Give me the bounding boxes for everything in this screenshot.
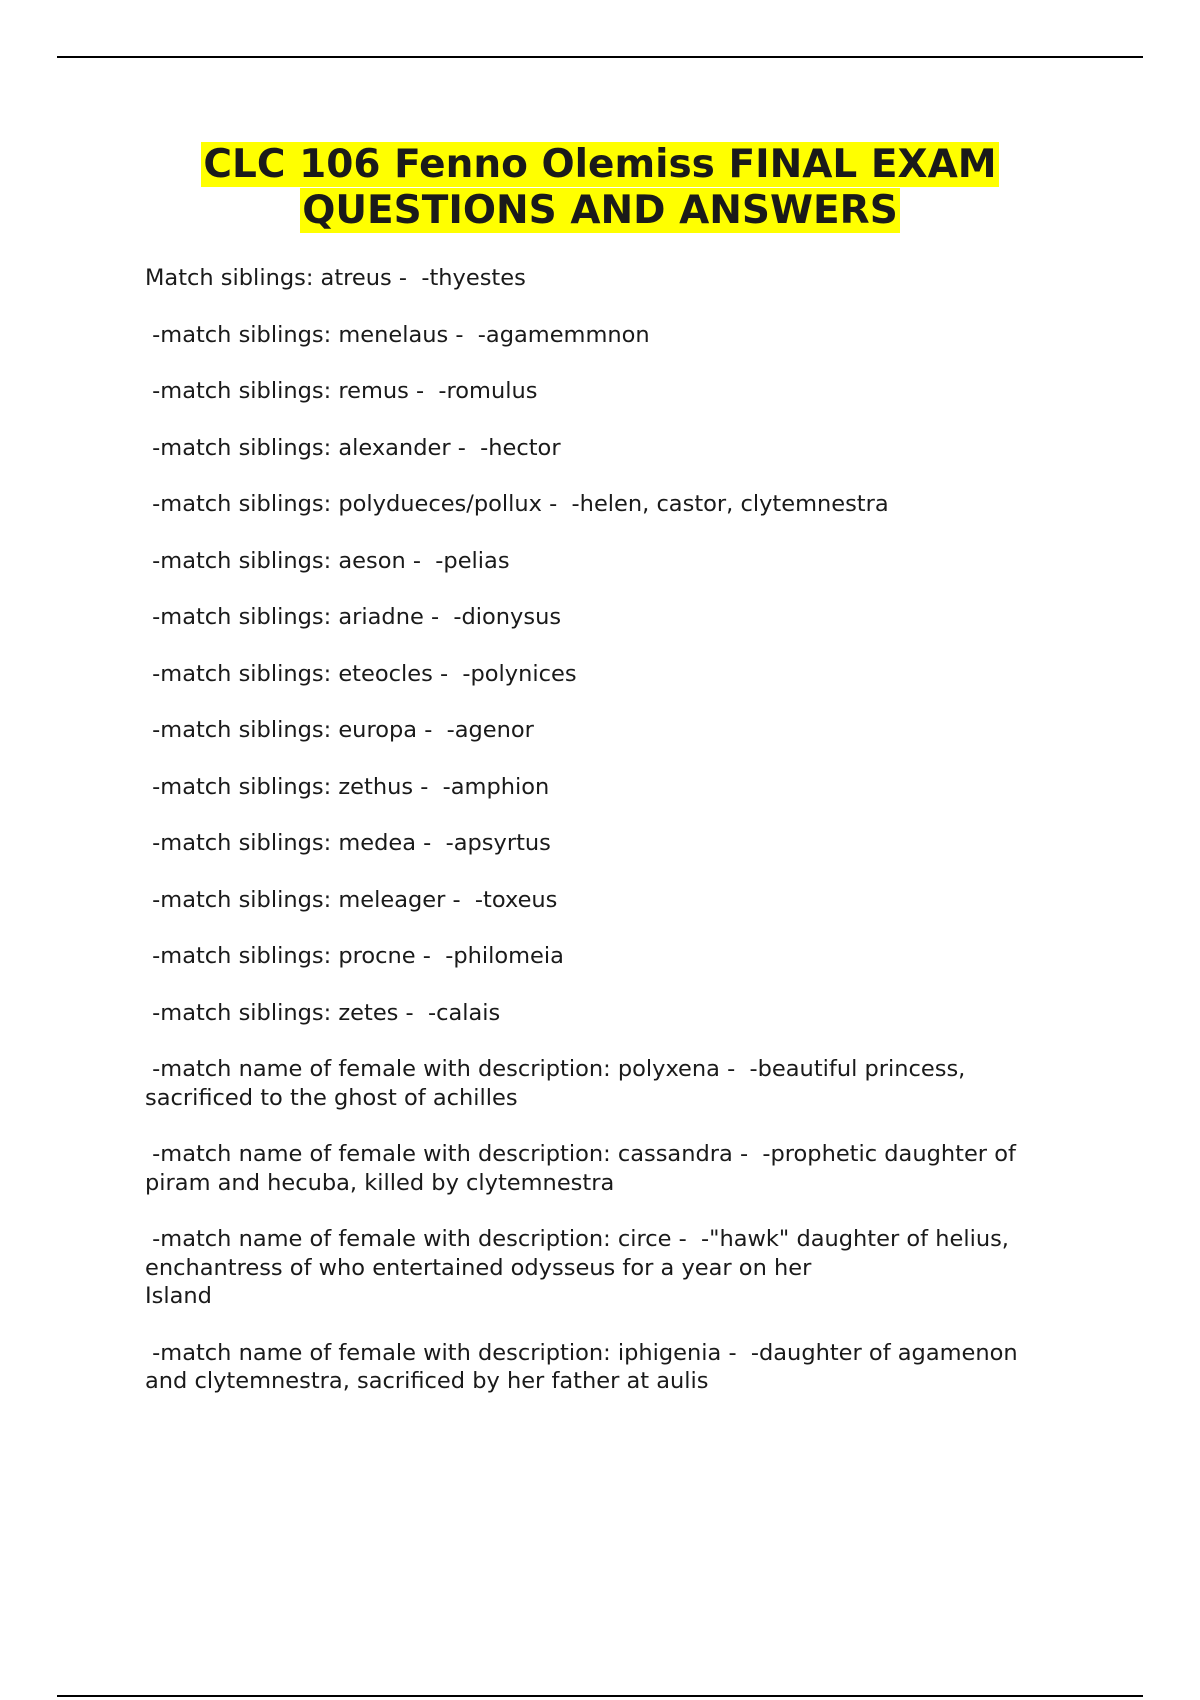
qa-item: Match siblings: atreus - -thyestes — [145, 265, 526, 291]
header-rule — [57, 56, 1143, 58]
qa-item: -match siblings: aeson - -pelias — [145, 547, 510, 574]
qa-item: -match siblings: menelaus - -agamemmnon — [145, 321, 650, 348]
qa-item: -match siblings: alexander - -hector — [145, 434, 561, 461]
qa-list — [145, 264, 1095, 1424]
qa-item: -match name of female with description: iphigenia - -daughter of agamenon and clytemnestra, sacrificed by her father at aulis — [145, 1339, 1018, 1394]
qa-item: -match name of female with description: cassandra - -prophetic daughter of piram and hecuba, killed by clytemnestra — [145, 1141, 1016, 1196]
qa-item: -match siblings: zetes - -calais — [145, 999, 501, 1026]
footer-rule — [57, 1695, 1143, 1697]
qa-item: -match siblings: eteocles - -polynices — [145, 660, 577, 687]
document-title — [0, 142, 1200, 234]
title-line-2: QUESTIONS AND ANSWERS — [302, 188, 898, 233]
qa-item: -match siblings: medea - -apsyrtus — [145, 830, 551, 856]
title-line-1: CLC 106 Fenno Olemiss FINAL EXAM — [203, 142, 997, 187]
qa-item: -match name of female with description: circe - -"hawk" daughter of helius, enchantress of who entertained odysseus for a year on her Island — [145, 1226, 1009, 1309]
qa-item: -match siblings: meleager - -toxeus — [145, 886, 558, 913]
qa-item: -match siblings: remus - -romulus — [145, 378, 538, 404]
qa-item: -match name of female with description: polyxena - -beautiful princess, sacrificed to the ghost of achilles — [145, 1056, 966, 1111]
qa-item: -match siblings: europa - -agenor — [145, 717, 534, 743]
qa-item: -match siblings: procne - -philomeia — [145, 943, 564, 969]
qa-item: -match siblings: ariadne - -dionysus — [145, 604, 562, 630]
qa-item: -match siblings: polydueces/pollux - -helen, castor, clytemnestra — [145, 491, 889, 517]
qa-item: -match siblings: zethus - -amphion — [145, 773, 550, 800]
